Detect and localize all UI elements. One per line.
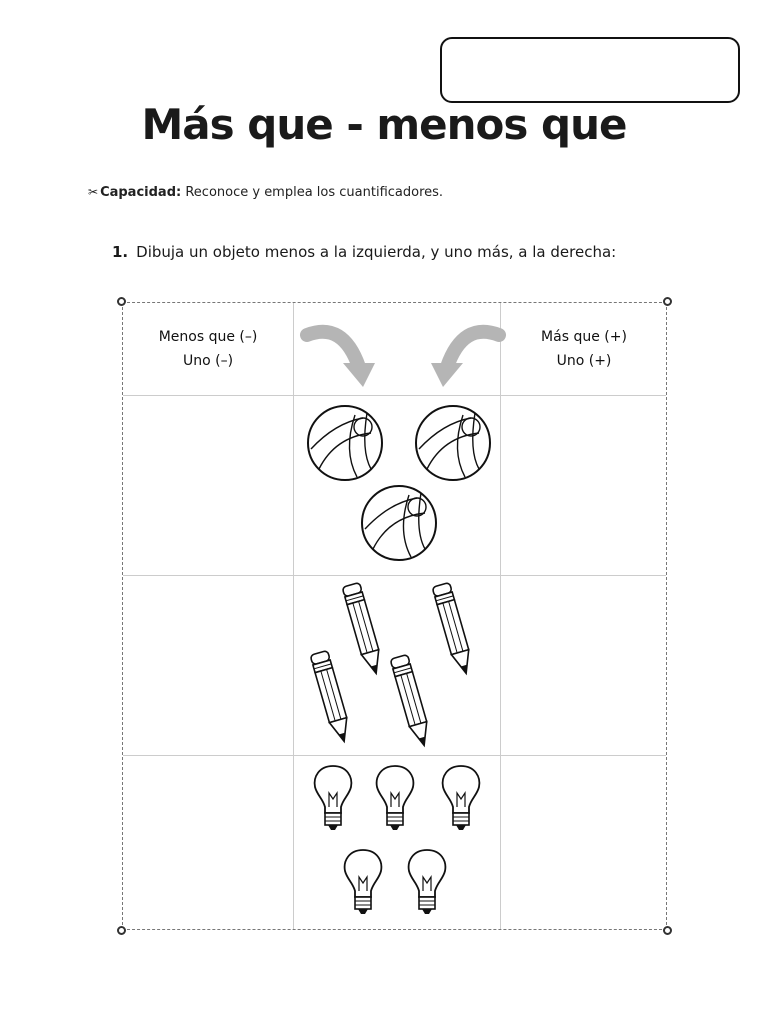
question-text: Dibuja un objeto menos a la izquierda, y uno más, a la derecha: [136, 243, 617, 261]
answer-cell-less-balls[interactable] [123, 396, 293, 575]
curved-arrow-right-icon [303, 315, 383, 395]
answer-cell-more-balls[interactable] [501, 396, 668, 575]
pencil-icon [387, 653, 437, 753]
beach-ball-icon [413, 403, 493, 483]
scissors-icon: ✂ [88, 185, 99, 199]
light-bulb-icon [373, 763, 417, 833]
grid-divider [293, 303, 294, 929]
beach-ball-icon [359, 483, 439, 563]
beach-ball-icon [305, 403, 385, 483]
right-header [500, 325, 668, 373]
page-title: Más que - menos que [141, 100, 627, 149]
left-header-line-1: Menos que (–) [158, 329, 258, 345]
capacity-label: Capacidad: [100, 185, 182, 200]
light-bulb-icon [341, 847, 385, 917]
exercise-grid [122, 302, 667, 930]
curved-arrow-left-icon [423, 315, 503, 395]
light-bulb-icon [311, 763, 355, 833]
answer-cell-less-pencils[interactable] [123, 576, 293, 755]
answer-cell-more-pencils[interactable] [501, 576, 668, 755]
answer-cell-less-bulbs[interactable] [123, 756, 293, 929]
question-number: 1. [112, 243, 129, 261]
light-bulb-icon [405, 847, 449, 917]
corner-hole [117, 297, 126, 306]
left-header-line-2: Uno (–) [182, 353, 234, 369]
capacity-line [88, 185, 443, 200]
right-header-line-2: Uno (+) [556, 353, 612, 369]
left-header [123, 325, 293, 373]
name-box[interactable] [440, 37, 740, 103]
capacity-text: Reconoce y emplea los cuantificadores. [185, 185, 444, 200]
pencil-icon [307, 649, 357, 749]
light-bulb-icon [439, 763, 483, 833]
question-1 [112, 243, 616, 261]
corner-hole [663, 297, 672, 306]
answer-cell-more-bulbs[interactable] [501, 756, 668, 929]
right-header-line-1: Más que (+) [541, 329, 627, 345]
